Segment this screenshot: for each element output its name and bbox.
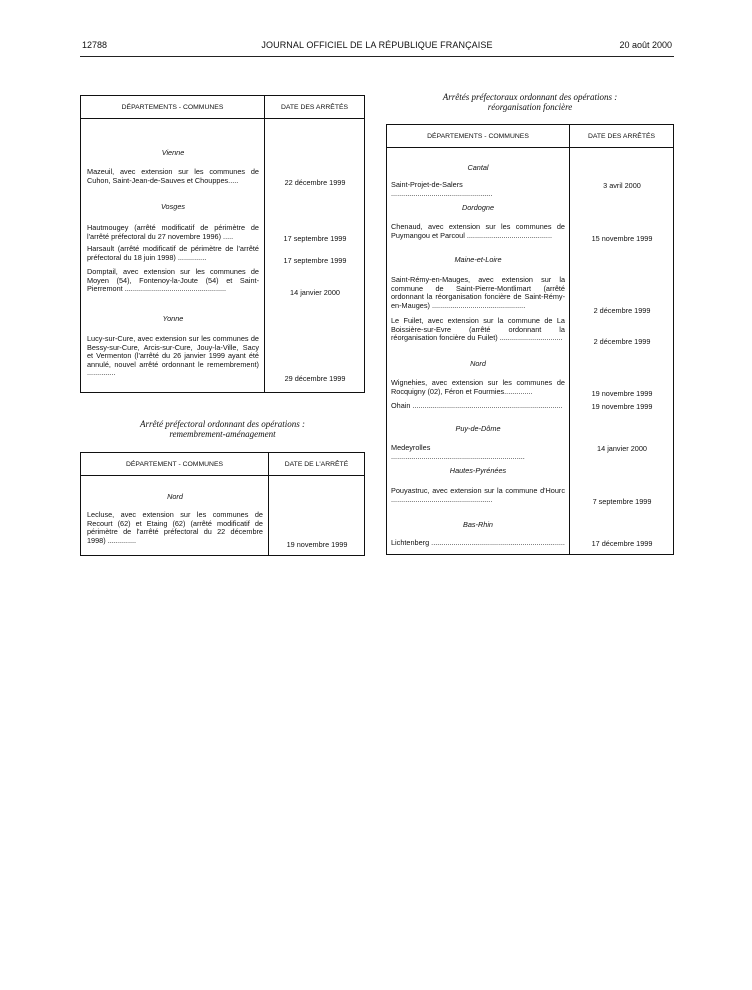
column-header-communes: DÉPARTEMENTS - COMMUNES [427, 133, 529, 140]
arretes-table-left [80, 95, 365, 393]
entry-date: 17 décembre 1999 [591, 539, 653, 548]
header-rule [80, 56, 674, 57]
column-divider [268, 453, 269, 555]
region-heading: Yonne [162, 314, 184, 323]
entry-date: 19 novembre 1999 [591, 389, 653, 398]
caption-line: réorganisation foncière [487, 102, 573, 112]
commune-entry: Pouyastruc, avec extension sur la commune d'Hourc .................................................. [391, 486, 565, 504]
commune-entry: Wignehies, avec extension sur les communes de Rocquigny (02), Féron et Fourmies.............. [391, 378, 565, 396]
commune-entry: Lecluse, avec extension sur les communes de Recourt (62) et Etaing (62) (arrêté modificatif de périmètre de l'arrêté préfectoral du 22 décembre 1998) .............. [87, 510, 263, 545]
column-divider [264, 96, 265, 392]
entry-date: 15 novembre 1999 [591, 234, 653, 243]
caption-line: Arrêtés préfectoraux ordonnant des opérations : [442, 92, 618, 102]
column-header-date: DATE DE L'ARRÊTÉ [284, 461, 349, 468]
page-header [82, 40, 672, 54]
commune-entry: Lichtenberg .................................................................. [391, 538, 565, 547]
commune-entry: Chenaud, avec extension sur les communes de Puymangou et Parcoul .......................................... [391, 222, 565, 240]
entry-date: 17 septembre 1999 [283, 256, 347, 265]
commune-entry: Lucy-sur-Cure, avec extension sur les communes de Bessy-sur-Cure, Arcis-sur-Cure, Jouy-la-Ville, Sacy et Vermenton (l'arrêté du 26 janvier 1999 ayant été annulé, nouvel arrêté ordonnant le remembrement) .............. [87, 334, 259, 378]
table-header [81, 453, 364, 476]
column-header-dates: DATE DES ARRÊTÉS [280, 104, 349, 111]
commune-entry: Harsault (arrêté modificatif de périmètre de l'arrêté préfectoral du 18 juin 1998) .............. [87, 244, 259, 262]
page-number: 12788 [82, 40, 108, 50]
region-heading: Bas-Rhin [462, 520, 493, 529]
reorganisation-table [386, 124, 674, 555]
issue-date: 20 août 2000 [619, 40, 672, 50]
region-heading: Nord [167, 492, 183, 501]
region-heading: Vienne [161, 148, 185, 157]
entry-date: 2 décembre 1999 [593, 337, 651, 346]
entry-date: 14 janvier 2000 [597, 444, 647, 453]
commune-entry: Ohain .......................................................................... [391, 401, 563, 410]
entry-date: 7 septembre 1999 [592, 497, 652, 506]
entry-date: 22 décembre 1999 [284, 178, 346, 187]
commune-entry: Saint-Projet-de-Salers .................................................. [391, 180, 493, 198]
table-header [387, 125, 673, 148]
commune-entry: Saint-Rémy-en-Mauges, avec extension sur la commune de Saint-Pierre-Montlimart (arrêté ordonnant la réorganisation foncière de Saint-Rémy-en-Mauges) .............................................. [391, 275, 565, 310]
region-heading: Maine-et-Loire [454, 255, 502, 264]
commune-entry: Mazeuil, avec extension sur les communes de Cuhon, Saint-Jean-de-Sauves et Chouppes..... [87, 167, 259, 185]
table-header [81, 96, 364, 119]
entry-date: 3 avril 2000 [603, 181, 641, 190]
column-header-dates: DATE DES ARRÊTÉS [587, 133, 656, 140]
region-heading: Puy-de-Dôme [455, 424, 501, 433]
caption-line: Arrêté préfectoral ordonnant des opérations : [140, 419, 305, 429]
region-heading: Nord [470, 359, 486, 368]
entry-date: 29 décembre 1999 [284, 374, 346, 383]
column-divider [569, 125, 570, 554]
journal-title: JOURNAL OFFICIEL DE LA RÉPUBLIQUE FRANÇAISE [261, 40, 493, 50]
entry-date: 14 janvier 2000 [290, 288, 340, 297]
region-heading: Vosges [160, 202, 186, 211]
column-header-communes: DÉPARTEMENTS - COMMUNES [121, 104, 224, 111]
entry-date: 19 novembre 1999 [591, 402, 653, 411]
column-header-communes: DÉPARTEMENT - COMMUNES [125, 461, 224, 468]
commune-entry: Le Fuilet, avec extension sur la commune de La Boissière-sur-Evre (arrêté ordonnant la réorganisation foncière du Fuilet) ............................... [391, 316, 565, 343]
commune-entry: Medeyrolles .................................................................. [391, 443, 525, 461]
region-heading: Hautes-Pyrénées [449, 466, 507, 475]
region-heading: Dordogne [461, 203, 495, 212]
entry-date: 19 novembre 1999 [286, 540, 348, 549]
caption-line: remembrement-aménagement [169, 429, 276, 439]
entry-date: 2 décembre 1999 [593, 306, 651, 315]
commune-entry: Hautmougey (arrêté modificatif de périmètre de l'arrêté préfectoral du 27 novembre 1996) ..... [87, 223, 259, 241]
section-caption [80, 419, 365, 439]
entry-date: 17 septembre 1999 [283, 234, 347, 243]
section-caption [386, 92, 674, 112]
remembrement-table [80, 452, 365, 556]
region-heading: Cantal [467, 163, 489, 172]
commune-entry: Domptail, avec extension sur les communes de Moyen (54), Fontenoy-la-Joute (54) et Saint-Pierremont .................................................. [87, 267, 259, 294]
